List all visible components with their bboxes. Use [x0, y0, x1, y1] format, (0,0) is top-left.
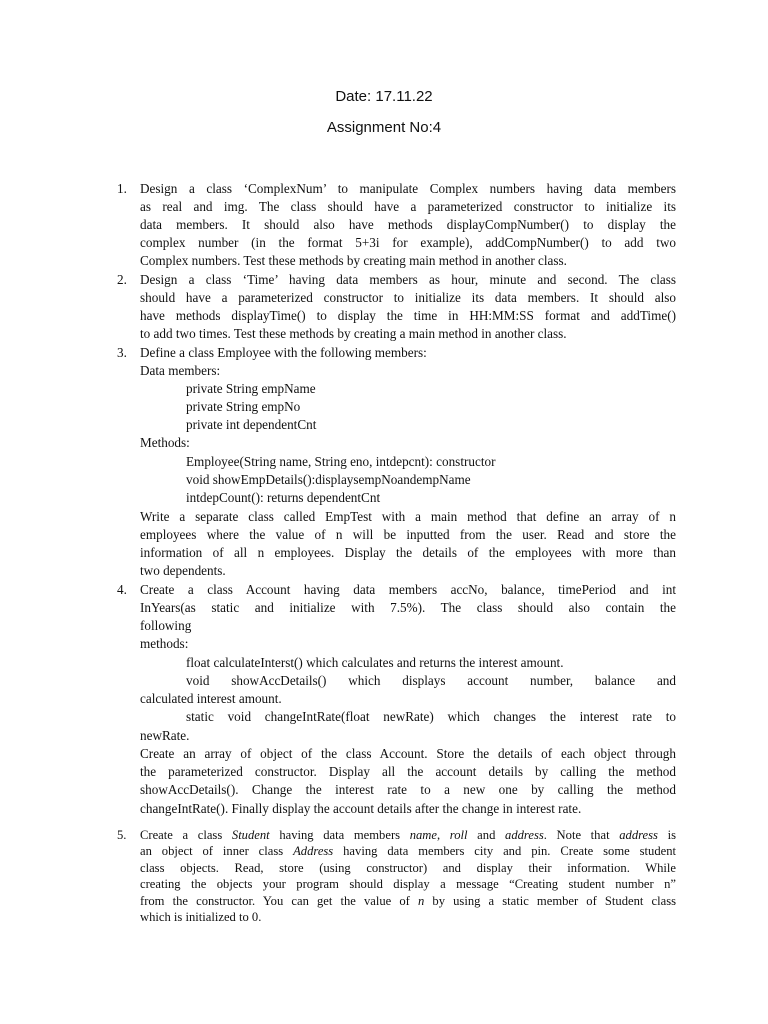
- q4-line-2: InYears(as static and initialize with 7.5%). The class should also contain the: [140, 600, 676, 615]
- q5-line-1: Create a class Student having data members name, roll and address. Note that address is: [140, 828, 676, 842]
- q4-method-2a: void showAccDetails() which displays account number, balance and: [186, 673, 676, 688]
- q1-number: 1.: [117, 181, 127, 196]
- q2-line-4: to add two times. Test these methods by creating a main method in another class.: [140, 326, 567, 341]
- q1-line-2: as real and img. The class should have a parameterized constructor to initialize its: [140, 199, 676, 214]
- q4-methods-label: methods:: [140, 636, 189, 651]
- q3-data-members-label: Data members:: [140, 363, 221, 378]
- q3-data-member: private String empName: [186, 381, 316, 396]
- q2-number: 2.: [117, 272, 127, 287]
- q2-line-1: Design a class ‘Time’ having data members as hour, minute and second. The class: [140, 272, 676, 287]
- q4-task-line-3: showAccDetails(). Change the interest rate to a new one by calling the method: [140, 782, 676, 797]
- q5-line-5: from the constructor. You can get the value of n by using a static member of Student class: [140, 894, 676, 908]
- q3-data-member: private int dependentCnt: [186, 417, 317, 432]
- q4-task-line-4: changeIntRate(). Finally display the account details after the change in interest rate.: [140, 801, 582, 816]
- q2-line-2: should have a parameterized constructor to initialize its data members. It should also: [140, 290, 676, 305]
- q3-number: 3.: [117, 345, 127, 360]
- assignment-heading: Assignment No:4: [326, 119, 442, 136]
- q4-method-3b: newRate.: [140, 728, 190, 743]
- q4-task-line-1: Create an array of object of the class Account. Store the details of each object through: [140, 746, 676, 761]
- q3-method: Employee(String name, String eno, intdepcnt): constructor: [186, 454, 496, 469]
- q1-line-1: Design a class ‘ComplexNum’ to manipulate Complex numbers having data members: [140, 181, 676, 196]
- q3-task-line-2: employees where the value of n will be inputted from the user. Read and store the: [140, 527, 676, 542]
- q1-line-5: Complex numbers. Test these methods by creating main method in another class.: [140, 253, 567, 268]
- q3-intro: Define a class Employee with the following members:: [140, 345, 427, 360]
- q4-method-1: float calculateInterst() which calculates and returns the interest amount.: [186, 655, 564, 670]
- q4-number: 4.: [117, 582, 127, 597]
- q4-method-3a: static void changeIntRate(float newRate) which changes the interest rate to: [186, 709, 676, 724]
- q5-line-3: class objects. Read, store (using constructor) and display their information. While: [140, 861, 676, 875]
- q1-line-4: complex number (in the format 5+3i for example), addCompNumber() to add two: [140, 235, 676, 250]
- q4-line-1: Create a class Account having data members accNo, balance, timePeriod and int: [140, 582, 676, 597]
- q3-task-line-3: information of all n employees. Display the details of the employees with more than: [140, 545, 676, 560]
- q5-number: 5.: [117, 828, 127, 842]
- q4-method-2b: calculated interest amount.: [140, 691, 282, 706]
- q5-line-6: which is initialized to 0.: [140, 910, 262, 924]
- q5-line-2: an object of inner class Address having data members city and pin. Create some student: [140, 844, 677, 858]
- q3-task-line-4: two dependents.: [140, 563, 226, 578]
- date-heading: Date: 17.11.22: [335, 88, 433, 105]
- q3-method: void showEmpDetails():displaysempNoandempName: [186, 472, 471, 487]
- q3-data-member: private String empNo: [186, 399, 301, 414]
- q4-task-line-2: the parameterized constructor. Display all the account details by calling the method: [140, 764, 676, 779]
- q3-method: intdepCount(): returns dependentCnt: [186, 490, 381, 505]
- q1-line-3: data members. It should also have methods displayCompNumber() to display the: [140, 217, 676, 232]
- q3-methods-label: Methods:: [140, 435, 190, 450]
- q4-following: following: [140, 618, 192, 633]
- q3-task-line-1: Write a separate class called EmpTest with a main method that define an array of n: [140, 509, 676, 524]
- q2-line-3: have methods displayTime() to display the time in HH:MM:SS format and addTime(): [140, 308, 676, 323]
- q5-line-4: creating the objects your program should display a message “Creating student number n”: [140, 877, 676, 891]
